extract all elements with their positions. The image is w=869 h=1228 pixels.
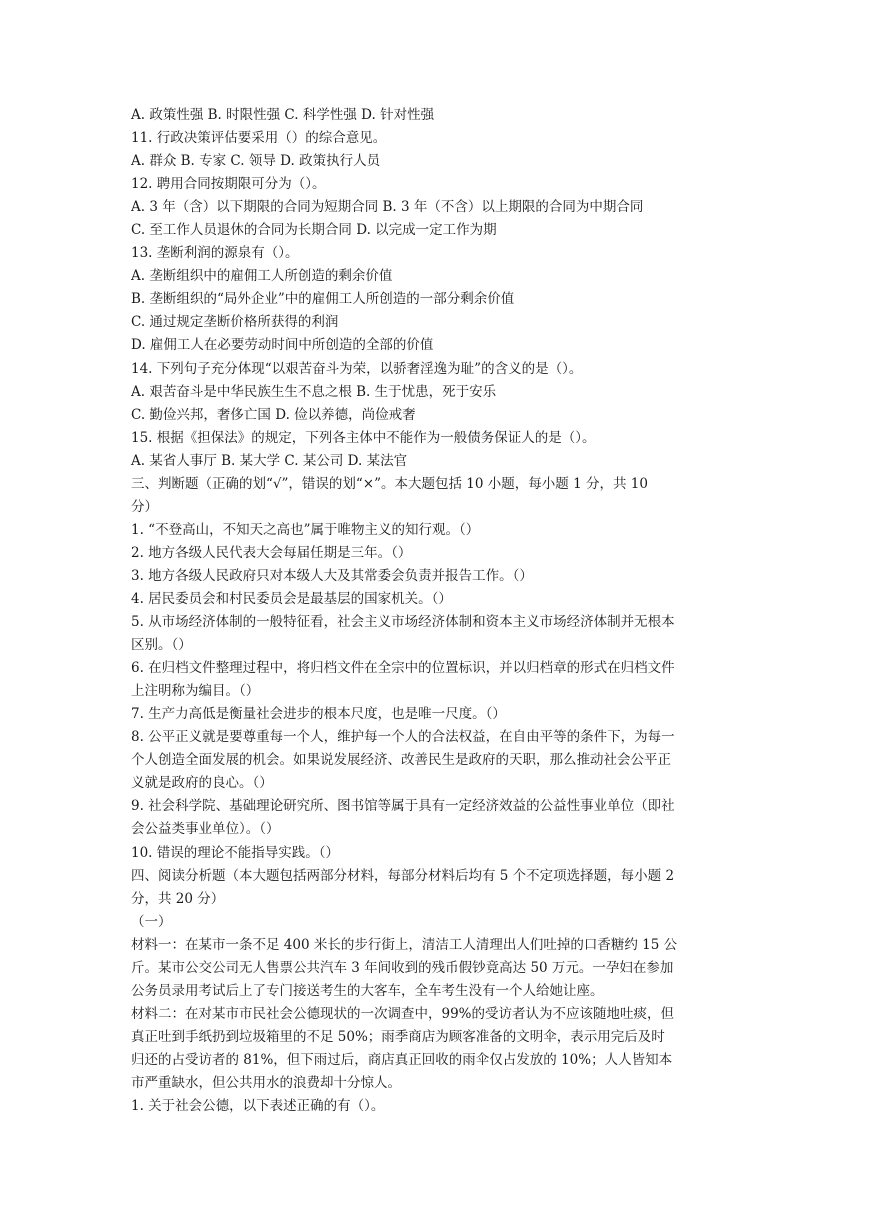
section-four-heading-cont: 分，共 20 分）	[131, 890, 225, 907]
material-two-cont2: 归还的占受访者的 81%，但下雨过后，商店真正回收的雨伞仅占发放的 10%；人人皆知本	[131, 1051, 673, 1068]
answer-option-13-c: C. 通过规定垄断价格所获得的利润	[131, 314, 339, 331]
reading-question-1: 1. 关于社会公德，以下表述正确的有（）。	[131, 1098, 385, 1115]
answer-options-10: A. 政策性强 B. 时限性强 C. 科学性强 D. 针对性强	[131, 107, 435, 123]
material-two-cont3: 市严重缺水，但公共用水的浪费却十分惊人。	[131, 1074, 401, 1091]
judgment-question-5: 5. 从市场经济体制的一般特征看，社会主义市场经济体制和资本主义市场经济体制并无根本	[131, 614, 675, 631]
answer-options-11: A. 群众 B. 专家 C. 领导 D. 政策执行人员	[131, 153, 381, 170]
question-13: 13. 垄断利润的源泉有（）。	[131, 245, 299, 262]
judgment-question-2: 2. 地方各级人民代表大会每届任期是三年。（）	[131, 544, 412, 561]
judgment-question-6: 6. 在归档文件整理过程中，将归档文件在全宗中的位置标识，并以归档章的形式在归档文件	[131, 660, 675, 677]
material-one-cont: 斤。某市公交公司无人售票公共汽车 3 年间收到的残币假钞竟高达 50 万元。一孕妇在参加	[131, 959, 674, 976]
material-one-cont2: 公务员录用考试后上了专门接送考生的大客车，全车考生没有一个人给她让座。	[131, 982, 604, 999]
section-four-heading: 四、阅读分析题（本大题包括两部分材料，每部分材料后均有 5 个不定项选择题，每小题 2	[131, 867, 675, 884]
material-two-cont: 真正吐到手纸扔到垃圾箱里的不足 50%；雨季商店为顾客准备的文明伞，表示用完后及时	[131, 1028, 665, 1045]
answer-options-12-ab: A. 3 年（含）以下期限的合同为短期合同 B. 3 年（不含）以上期限的合同为中期合同	[131, 199, 644, 216]
question-15: 15. 根据《担保法》的规定，下列各主体中不能作为一般债务保证人的是（）。	[131, 429, 596, 446]
answer-option-13-d: D. 雇佣工人在必要劳动时间中所创造的全部的价值	[131, 337, 434, 354]
judgment-question-8: 8. 公平正义就是要尊重每一个人，维护每一个人的合法权益，在自由平等的条件下，为每一	[131, 729, 675, 746]
judgment-question-3: 3. 地方各级人民政府只对本级人大及其常委会负责并报告工作。（）	[131, 567, 533, 584]
judgment-question-10: 10. 错误的理论不能指导实践。（）	[131, 844, 340, 861]
answer-option-13-a: A. 垄断组织中的雇佣工人所创造的剩余价值	[131, 268, 393, 285]
subsection-one-label: （一）	[131, 913, 172, 930]
section-three-heading: 三、判断题（正确的划“√”，错误的划“×”。本大题包括 10 小题，每小题 1 分，共 10	[131, 475, 648, 492]
section-three-heading-cont: 分）	[131, 498, 158, 515]
answer-options-14-cd: C. 勤俭兴邦，奢侈亡国 D. 俭以养德，尚俭戒奢	[131, 406, 416, 423]
question-11: 11. 行政决策评估要采用（）的综合意见。	[131, 130, 387, 147]
document-body	[131, 104, 741, 1118]
answer-option-13-b: B. 垄断组织的“局外企业”中的雇佣工人所创造的一部分剩余价值	[131, 291, 515, 308]
material-two: 材料二：在对某市市民社会公德现状的一次调查中，99%的受访者认为不应该随地吐痰，但	[131, 1005, 675, 1022]
judgment-question-5-cont: 区别。（）	[131, 637, 192, 654]
answer-options-15: A. 某省人事厅 B. 某大学 C. 某公司 D. 某法官	[131, 452, 408, 469]
judgment-question-8-cont: 个人创造全面发展的机会。如果说发展经济、改善民生是政府的天职，那么推动社会公平正	[131, 752, 671, 769]
question-12: 12. 聘用合同按期限可分为（）。	[131, 176, 326, 193]
judgment-question-9-cont: 会公益类事业单位）。（）	[131, 821, 280, 838]
judgment-question-4: 4. 居民委员会和村民委员会是最基层的国家机关。（）	[131, 590, 452, 607]
judgment-question-8-cont2: 义就是政府的良心。（）	[131, 775, 273, 792]
judgment-question-1: 1. “不登高山，不知天之高也”属于唯物主义的知行观。（）	[131, 521, 480, 538]
question-14: 14. 下列句子充分体现“以艰苦奋斗为荣，以骄奢淫逸为耻”的含义的是（）。	[131, 360, 583, 377]
judgment-question-6-cont: 上注明称为编目。（）	[131, 683, 260, 700]
answer-options-12-cd: C. 至工作人员退休的合同为长期合同 D. 以完成一定工作为期	[131, 222, 497, 239]
judgment-question-7: 7. 生产力高低是衡量社会进步的根本尺度，也是唯一尺度。（）	[131, 706, 506, 723]
judgment-question-9: 9. 社会科学院、基础理论研究所、图书馆等属于具有一定经济效益的公益性事业单位（即社	[131, 798, 675, 815]
material-one: 材料一：在某市一条不足 400 米长的步行街上，清洁工人清理出人们吐掉的口香糖约 15 公	[131, 936, 678, 953]
answer-options-14-ab: A. 艰苦奋斗是中华民族生生不息之根 B. 生于忧患，死于安乐	[131, 383, 497, 400]
